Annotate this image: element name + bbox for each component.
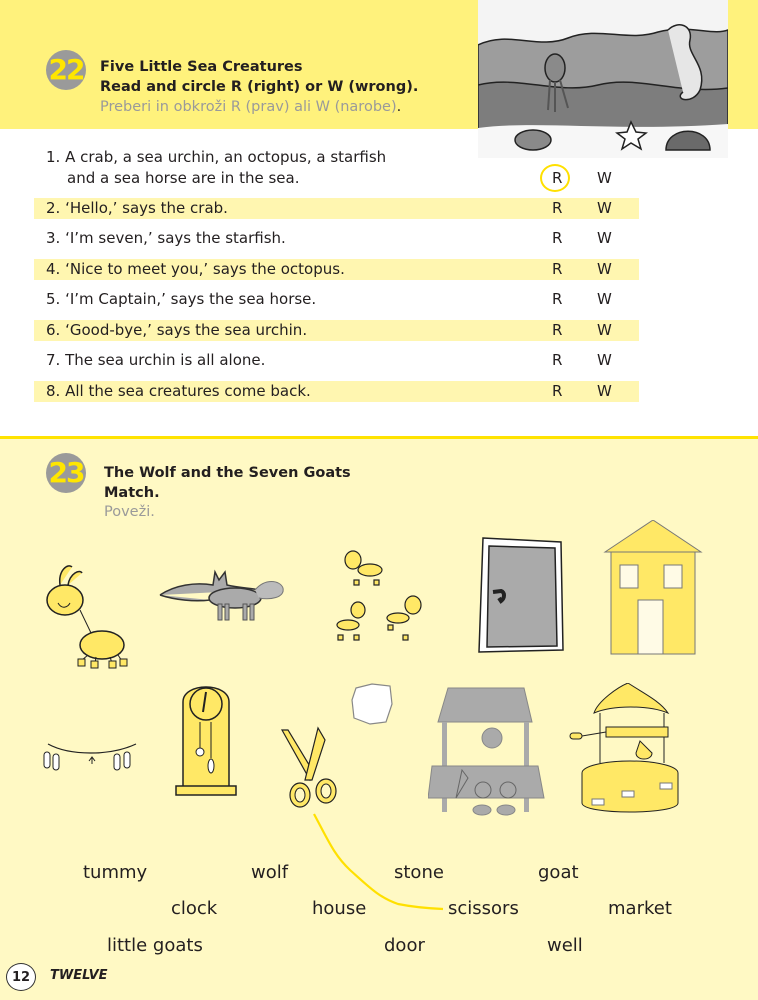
answer-w[interactable]: W (597, 290, 612, 308)
answer-r[interactable]: R (552, 290, 563, 308)
answer-r[interactable]: R (552, 260, 563, 278)
jellyfish (545, 54, 565, 82)
exercise-22-translation: Preberi in obkroži R (prav) ali W (narobe). (100, 99, 402, 115)
answer-w[interactable]: W (597, 169, 612, 187)
exercise-23-number-badge: 23 (46, 453, 86, 493)
word-stone[interactable]: stone (394, 862, 444, 883)
answer-w[interactable]: W (597, 382, 612, 400)
word-goat[interactable]: goat (538, 862, 579, 883)
exercise-23-instruction: Match. (104, 485, 160, 501)
word-house[interactable]: house (312, 898, 367, 919)
page-number: 12 (6, 963, 36, 991)
clock-picture[interactable] (175, 678, 237, 796)
word-market[interactable]: market (608, 898, 672, 919)
answer-w[interactable]: W (597, 321, 612, 339)
answer-r[interactable]: R (552, 169, 563, 187)
word-well[interactable]: well (547, 935, 583, 956)
scissors-picture[interactable] (280, 725, 340, 815)
question-row-4: 4. ‘Nice to meet you,’ says the octopus. R W (34, 259, 639, 280)
word-wolf[interactable]: wolf (251, 862, 289, 883)
question-row-1: 1. A crab, a sea urchin, an octopus, a starfish and a sea horse are in the sea. R W (34, 147, 639, 189)
little-goats-picture[interactable] (318, 540, 438, 655)
answer-r[interactable]: R (552, 229, 563, 247)
wolf-picture[interactable] (155, 560, 285, 630)
question-row-7: 7. The sea urchin is all alone. R W (46, 351, 612, 369)
question-row-3: 3. ‘I’m seven,’ says the starfish. R W (46, 229, 612, 247)
house-picture[interactable] (603, 520, 703, 655)
question-row-6: 6. ‘Good-bye,’ says the sea urchin. R W (34, 320, 639, 341)
answer-r[interactable]: R (552, 351, 563, 369)
exercise-23-title: The Wolf and the Seven Goats (104, 465, 351, 481)
answer-r[interactable]: R (552, 382, 563, 400)
answer-w[interactable]: W (597, 229, 612, 247)
word-scissors[interactable]: scissors (448, 898, 519, 919)
word-door[interactable]: door (384, 935, 425, 956)
word-clock[interactable]: clock (171, 898, 218, 919)
question-row-5: 5. ‘I’m Captain,’ says the sea horse. R W (46, 290, 612, 308)
well-picture[interactable] (568, 683, 688, 813)
word-little-goats[interactable]: little goats (107, 935, 203, 956)
exercise-23-translation: Poveži. (104, 504, 155, 520)
door-picture[interactable] (475, 534, 565, 654)
tummy-picture[interactable] (40, 740, 140, 780)
market-picture[interactable] (428, 686, 548, 816)
exercise-22-title: Five Little Sea Creatures (100, 59, 303, 75)
goat-picture[interactable] (30, 555, 140, 670)
page-number-word: TWELVE (50, 968, 108, 983)
answer-w[interactable]: W (597, 351, 612, 369)
answer-w[interactable]: W (597, 199, 612, 217)
answer-r[interactable]: R (552, 199, 563, 217)
exercise-22-number-badge: 22 (46, 50, 86, 90)
question-row-2: 2. ‘Hello,’ says the crab. R W (34, 198, 639, 219)
word-tummy[interactable]: tummy (83, 862, 148, 883)
exercise-22-instruction: Read and circle R (right) or W (wrong). (100, 79, 419, 95)
answer-r[interactable]: R (552, 321, 563, 339)
stone-picture[interactable] (350, 682, 395, 727)
question-row-8: 8. All the sea creatures come back. R W (34, 381, 639, 402)
sea-creatures-illustration (478, 0, 728, 158)
answer-w[interactable]: W (597, 260, 612, 278)
